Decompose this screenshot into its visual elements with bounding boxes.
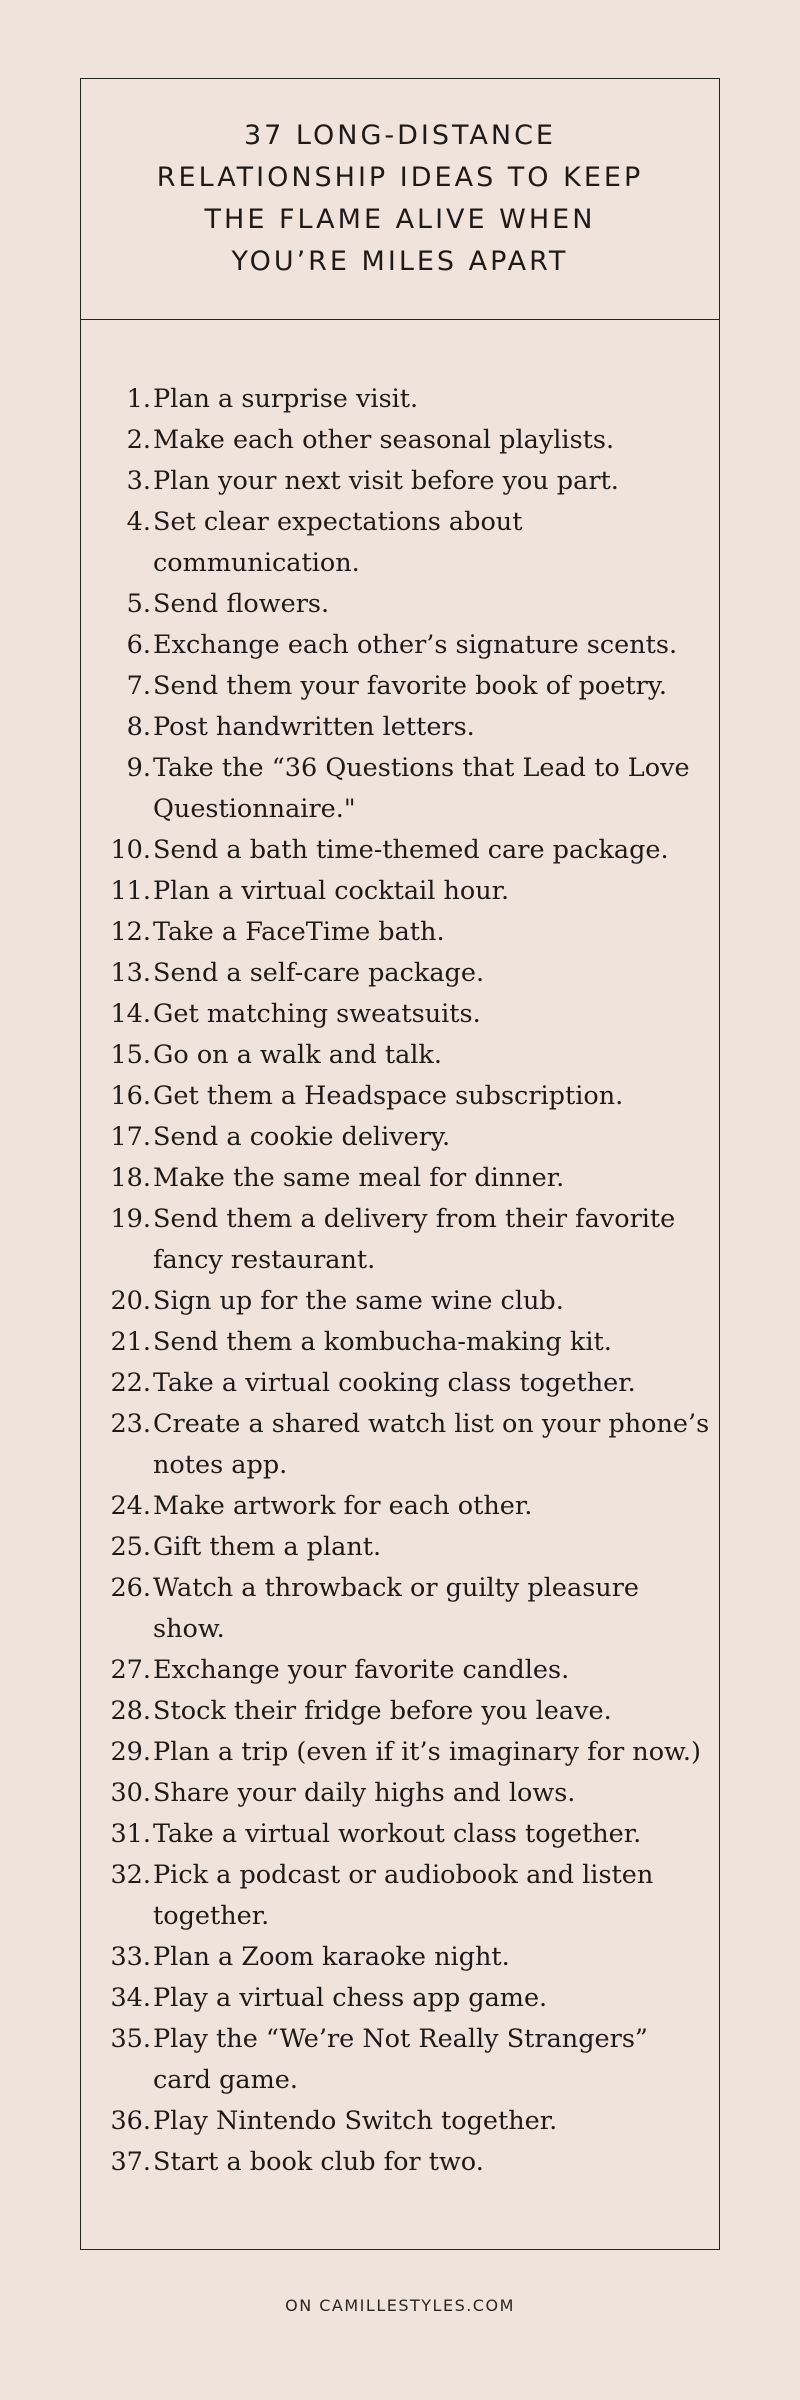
item-text: Make each other seasonal playlists. (153, 425, 615, 455)
list-item (81, 953, 719, 994)
list-item (81, 502, 719, 584)
item-number: 35. (110, 2024, 151, 2054)
item-number: 19. (110, 1204, 151, 1234)
list-item (81, 871, 719, 912)
item-text: Exchange your favorite candles. (153, 1655, 570, 1685)
item-number: 24. (110, 1491, 151, 1521)
item-number: 32. (110, 1860, 151, 1890)
item-number: 6. (126, 630, 151, 660)
item-text: Post handwritten letters. (153, 712, 475, 742)
list-item (81, 666, 719, 707)
item-text: Play the “We’re Not Really Strangers” card game. (153, 2024, 648, 2095)
item-number: 2. (126, 425, 151, 455)
item-number: 17. (110, 1122, 151, 1152)
item-text: Send flowers. (153, 589, 330, 619)
list-item (81, 1281, 719, 1322)
list-item (81, 707, 719, 748)
item-text: Plan your next visit before you part. (153, 466, 619, 496)
item-number: 1. (126, 384, 151, 414)
item-number: 4. (126, 507, 151, 537)
item-number: 3. (126, 466, 151, 496)
list-item (81, 1650, 719, 1691)
list-item (81, 1158, 719, 1199)
item-text: Make the same meal for dinner. (153, 1163, 565, 1193)
item-number: 9. (126, 753, 151, 783)
list-item (81, 1117, 719, 1158)
item-number: 36. (110, 2106, 151, 2136)
item-text: Set clear expectations about communication. (153, 507, 523, 578)
list-item (81, 1322, 719, 1363)
item-number: 14. (110, 999, 151, 1029)
item-number: 26. (110, 1573, 151, 1603)
list-item (81, 1937, 719, 1978)
item-number: 11. (110, 876, 151, 906)
item-text: Plan a virtual cocktail hour. (153, 876, 510, 906)
list-item (81, 1691, 719, 1732)
list-item (81, 1486, 719, 1527)
list-item (81, 1855, 719, 1937)
item-number: 8. (126, 712, 151, 742)
item-text: Send a self-care package. (153, 958, 485, 988)
item-text: Take the “36 Questions that Lead to Love Questionnaire." (153, 753, 690, 824)
item-text: Watch a throwback or guilty pleasure show. (153, 1573, 639, 1644)
item-text: Sign up for the same wine club. (153, 1286, 564, 1316)
ideas-list (81, 379, 719, 2183)
item-text: Send them a delivery from their favorite fancy restaurant. (153, 1204, 676, 1275)
list-item (81, 2019, 719, 2101)
list-item (81, 1527, 719, 1568)
item-number: 30. (110, 1778, 151, 1808)
item-number: 25. (110, 1532, 151, 1562)
item-number: 29. (110, 1737, 151, 1767)
item-text: Stock their fridge before you leave. (153, 1696, 612, 1726)
list-item (81, 1978, 719, 2019)
item-text: Take a virtual workout class together. (153, 1819, 642, 1849)
list-item (81, 584, 719, 625)
list-item (81, 1404, 719, 1486)
list-item (81, 1732, 719, 1773)
item-text: Take a virtual cooking class together. (153, 1368, 636, 1398)
item-number: 18. (110, 1163, 151, 1193)
list-item (81, 2101, 719, 2142)
item-number: 23. (110, 1409, 151, 1439)
page-title: 37 LONG-DISTANCE RELATIONSHIP IDEAS TO KEEP THE FLAME ALIVE WHEN YOU’RE MILES APART (156, 120, 644, 277)
list-item (81, 625, 719, 666)
item-text: Create a shared watch list on your phone’s notes app. (153, 1409, 710, 1480)
item-text: Send a bath time-themed care package. (153, 835, 669, 865)
list-item (81, 461, 719, 502)
item-number: 31. (110, 1819, 151, 1849)
list-item (81, 830, 719, 871)
item-number: 12. (110, 917, 151, 947)
list-item (81, 748, 719, 830)
item-number: 34. (110, 1983, 151, 2013)
list-item (81, 1035, 719, 1076)
item-text: Pick a podcast or audiobook and listen together. (153, 1860, 654, 1931)
source-credit: ON CAMILLESTYLES.COM (285, 2296, 515, 2315)
item-number: 15. (110, 1040, 151, 1070)
list-item (81, 1076, 719, 1117)
item-text: Plan a Zoom karaoke night. (153, 1942, 510, 1972)
item-number: 22. (110, 1368, 151, 1398)
item-number: 13. (110, 958, 151, 988)
item-text: Get matching sweatsuits. (153, 999, 481, 1029)
item-number: 21. (110, 1327, 151, 1357)
item-text: Make artwork for each other. (153, 1491, 533, 1521)
list-item (81, 912, 719, 953)
item-number: 20. (110, 1286, 151, 1316)
item-text: Take a FaceTime bath. (153, 917, 445, 947)
list-item (81, 379, 719, 420)
list-item (81, 420, 719, 461)
item-text: Exchange each other’s signature scents. (153, 630, 678, 660)
title-box (81, 79, 719, 320)
item-number: 37. (110, 2147, 151, 2177)
item-text: Plan a trip (even if it’s imaginary for now.) (153, 1737, 701, 1767)
item-text: Gift them a plant. (153, 1532, 382, 1562)
list-item (81, 1814, 719, 1855)
item-text: Send a cookie delivery. (153, 1122, 451, 1152)
item-text: Play a virtual chess app game. (153, 1983, 548, 2013)
list-item (81, 1363, 719, 1404)
item-number: 16. (110, 1081, 151, 1111)
item-text: Get them a Headspace subscription. (153, 1081, 624, 1111)
content-card (80, 78, 720, 2250)
item-number: 7. (126, 671, 151, 701)
item-text: Start a book club for two. (153, 2147, 484, 2177)
list-item (81, 1199, 719, 1281)
list-item (81, 994, 719, 1035)
item-number: 28. (110, 1696, 151, 1726)
item-number: 27. (110, 1655, 151, 1685)
item-number: 10. (110, 835, 151, 865)
list-item (81, 1773, 719, 1814)
item-number: 33. (110, 1942, 151, 1972)
item-number: 5. (126, 589, 151, 619)
item-text: Share your daily highs and lows. (153, 1778, 576, 1808)
item-text: Send them your favorite book of poetry. (153, 671, 667, 701)
item-text: Play Nintendo Switch together. (153, 2106, 558, 2136)
list-item (81, 2142, 719, 2183)
item-text: Plan a surprise visit. (153, 384, 419, 414)
list-item (81, 1568, 719, 1650)
item-text: Send them a kombucha-making kit. (153, 1327, 612, 1357)
item-text: Go on a walk and talk. (153, 1040, 442, 1070)
